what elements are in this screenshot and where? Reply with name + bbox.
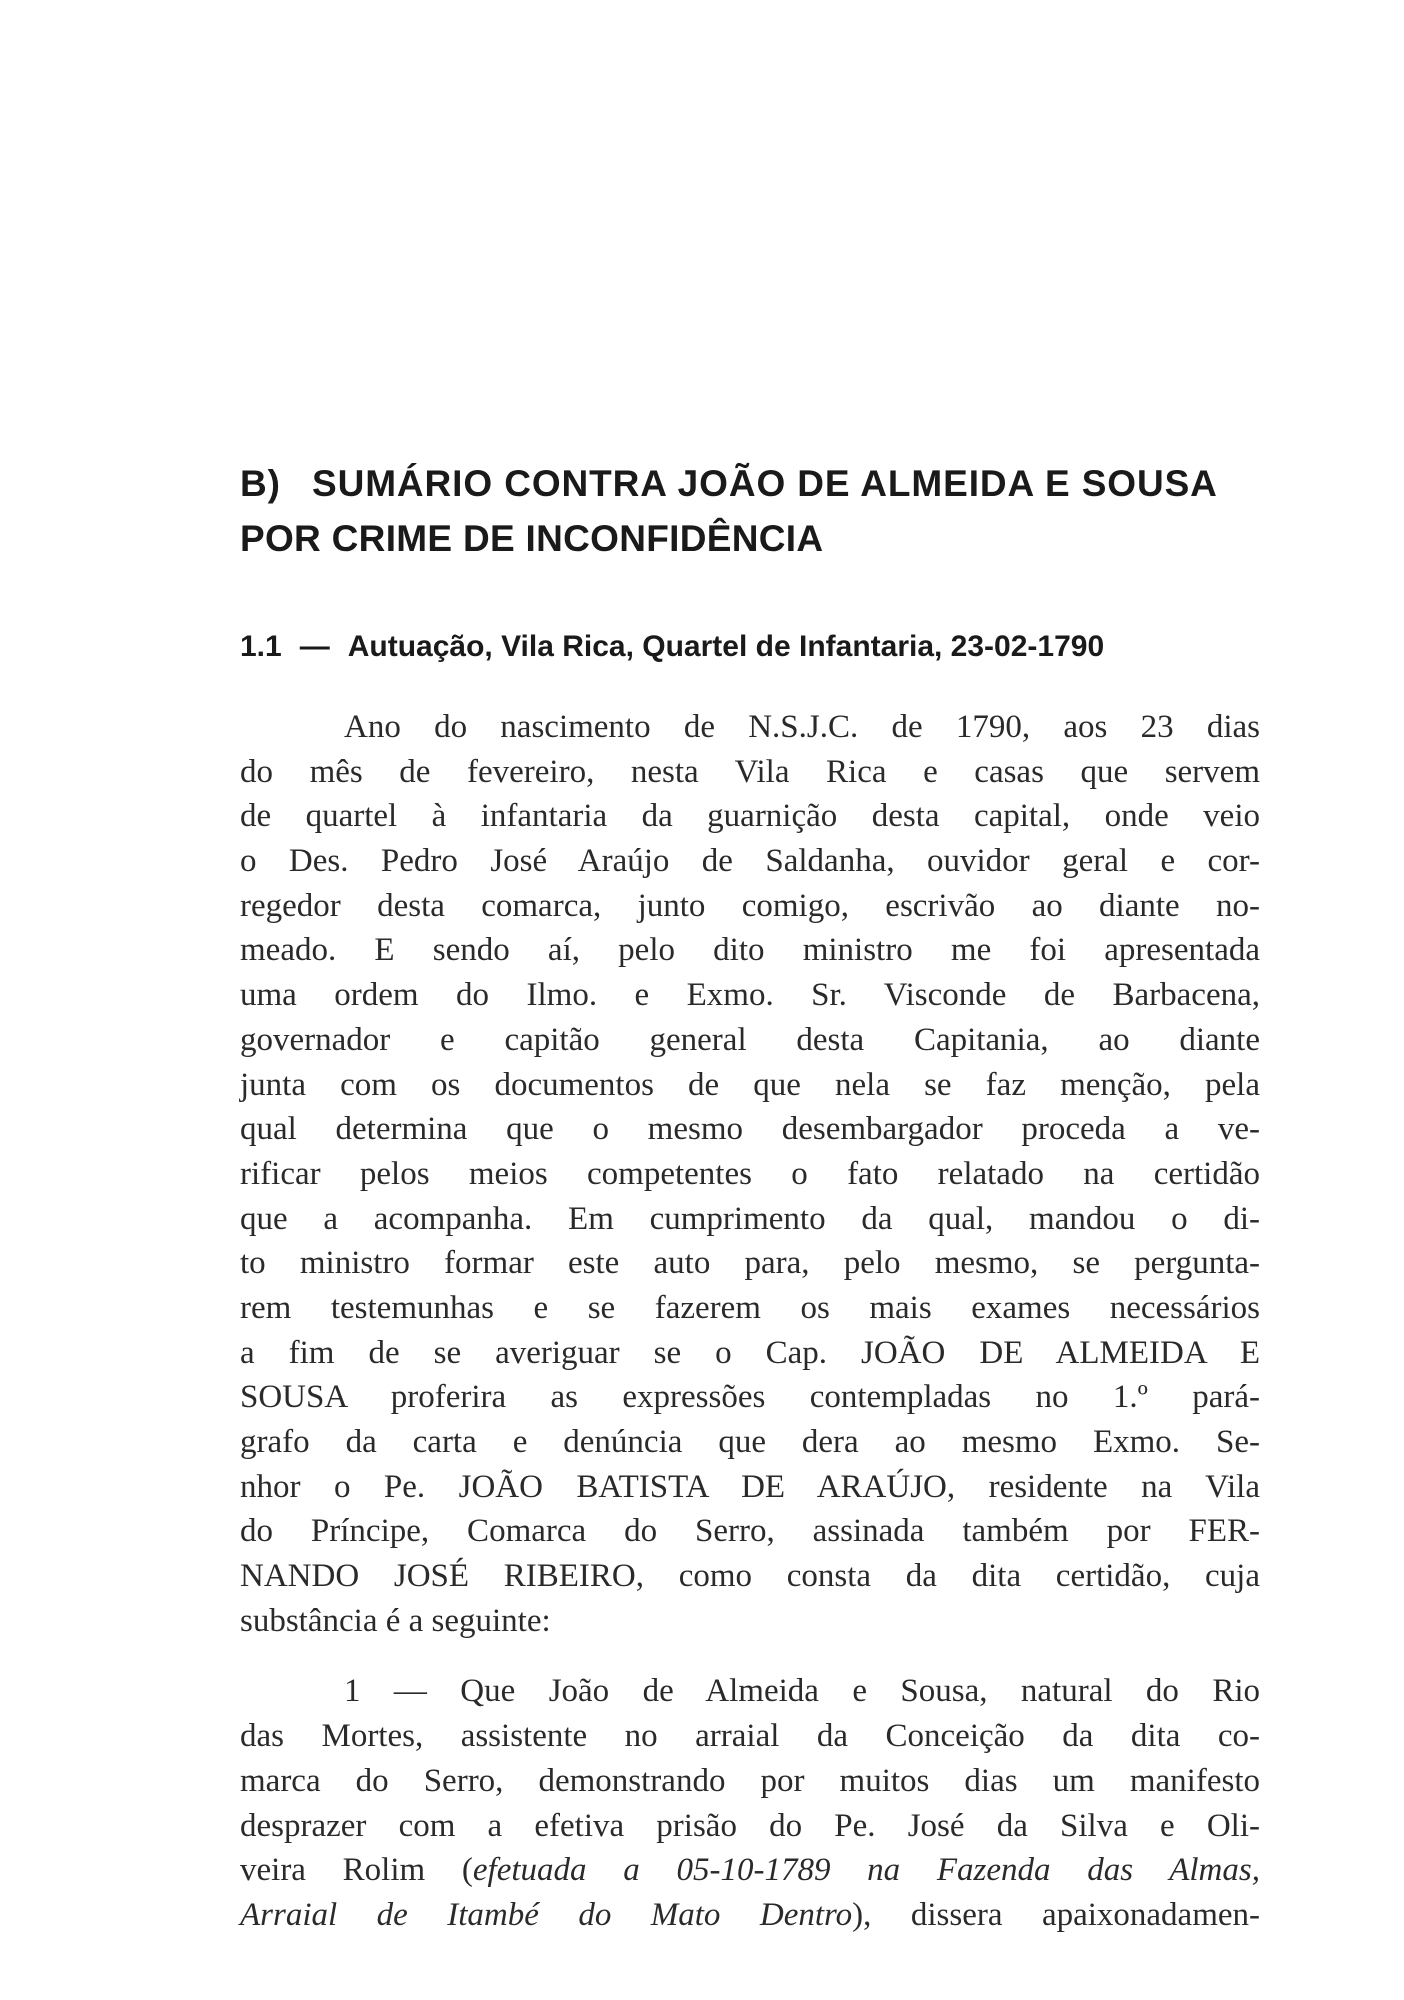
paragraph-line: regedor desta comarca, junto comigo, escrivão ao diante no- — [240, 887, 1260, 924]
paragraph-line: grafo da carta e denúncia que dera ao mesmo Exmo. Se- — [240, 1424, 1260, 1460]
paragraph-1 — [240, 705, 1260, 1643]
paragraph-line: do mês de fevereiro, nesta Vila Rica e casas que servem — [240, 753, 1260, 790]
paragraph-line: rificar pelos meios competentes o fato relatado na certidão — [240, 1155, 1260, 1192]
paragraph-line: nhor o Pe. JOÃO BATISTA DE ARAÚJO, residente na Vila — [240, 1468, 1260, 1505]
subsection-heading — [240, 619, 1260, 675]
paragraph-line: a fim de se averiguar se o Cap. JOÃO DE ALMEIDA E — [240, 1334, 1260, 1371]
paragraph-line: NANDO JOSÉ RIBEIRO, como consta da dita certidão, cuja — [240, 1558, 1260, 1595]
paragraph-line: do Príncipe, Comarca do Serro, assinada também por FER- — [240, 1513, 1260, 1550]
paragraph-line: marca do Serro, demonstrando por muitos dias um manifesto — [240, 1762, 1260, 1799]
section-label: B) — [240, 463, 281, 504]
paragraph-line: rem testemunhas e se fazerem os mais exames necessários — [240, 1289, 1260, 1326]
paragraph-line: junta com os documentos de que nela se faz menção, pela — [240, 1066, 1260, 1103]
subsection-number: 1.1 — [240, 630, 282, 663]
subsection-title: Autuação, Vila Rica, Quartel de Infantaria, 23-02-1790 — [347, 630, 1105, 663]
paragraph-line: substância é a seguinte: — [240, 1602, 551, 1639]
paragraph-line: o Des. Pedro José Araújo de Saldanha, ouvidor geral e cor- — [240, 843, 1260, 880]
heading-text-2: POR CRIME DE INCONFIDÊNCIA — [240, 518, 824, 559]
paragraph-line: Ano do nascimento de N.S.J.C. de 1790, aos 23 dias — [344, 709, 1260, 745]
italic-note: efetuada a 05-10-1789 na Fazenda das Almas, — [472, 1852, 1260, 1889]
subsection-dash: — — [299, 630, 330, 663]
paragraph-line: 1 — Que João de Almeida e Sousa, natural do Rio — [344, 1673, 1260, 1710]
paragraph-line: SOUSA proferira as expressões contempladas no 1.º pará- — [240, 1379, 1260, 1416]
paragraph-line: que a acompanha. Em cumprimento da qual, mandou o di- — [240, 1200, 1260, 1237]
paragraph-line: de quartel à infantaria da guarnição desta capital, onde veio — [240, 798, 1260, 835]
section-heading — [240, 456, 1260, 566]
paragraph-line: desprazer com a efetiva prisão do Pe. José da Silva e Oli- — [240, 1807, 1260, 1844]
italic-note: Arraial de Itambé do Mato Dentro — [240, 1896, 853, 1933]
paragraph-line: meado. E sendo aí, pelo dito ministro me foi apresentada — [240, 932, 1260, 969]
heading-line-1 — [240, 456, 1260, 511]
paragraph-line-mixed — [240, 1848, 1260, 1893]
line-text: veira Rolim ( — [240, 1852, 473, 1889]
heading-line-2 — [240, 511, 1260, 566]
line-text: ), dissera apaixonadamen- — [852, 1896, 1260, 1933]
paragraph-line: uma ordem do Ilmo. e Exmo. Sr. Visconde de Barbacena, — [240, 977, 1260, 1014]
paragraph-line-mixed — [240, 1893, 1260, 1938]
heading-text-1: SUMÁRIO CONTRA JOÃO DE ALMEIDA E SOUSA — [312, 463, 1218, 504]
paragraph-line: to ministro formar este auto para, pelo mesmo, se pergunta- — [240, 1245, 1260, 1282]
paragraph-2 — [240, 1669, 1260, 1937]
body-text — [240, 705, 1260, 1938]
paragraph-line: governador e capitão general desta Capitania, ao diante — [240, 1021, 1260, 1058]
paragraph-line: das Mortes, assistente no arraial da Conceição da dita co- — [240, 1718, 1260, 1755]
paragraph-line: qual determina que o mesmo desembargador proceda a ve- — [240, 1111, 1260, 1148]
